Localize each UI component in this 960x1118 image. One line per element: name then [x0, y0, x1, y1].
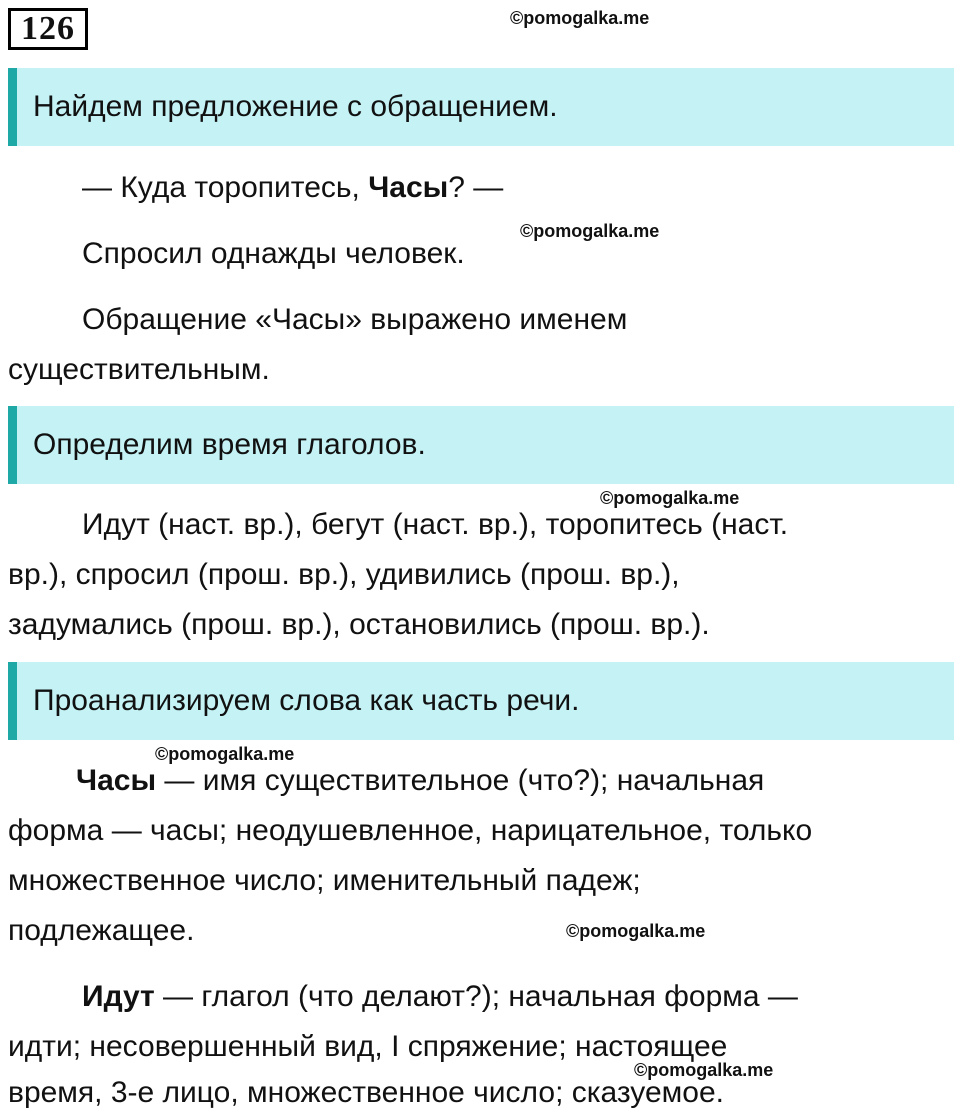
watermark: ©pomogalka.me — [520, 221, 660, 241]
text-line — [82, 979, 798, 1015]
watermark: ©pomogalka.me — [510, 8, 650, 28]
watermark: ©pomogalka.me — [634, 1060, 774, 1080]
section-heading-band — [8, 406, 954, 484]
poem-line — [82, 170, 503, 206]
address-word: Часы — [368, 171, 449, 204]
analyzed-word: Идут — [82, 980, 155, 1013]
text-line: множественное число; именительный падеж; — [8, 864, 641, 897]
watermark: ©pomogalka.me — [155, 744, 295, 764]
section-heading: Найдем предложение с обращением. — [33, 90, 558, 123]
section-heading: Определим время глаголов. — [33, 428, 426, 461]
text-line: вр.), спросил (прош. вр.), удивились (прош. вр.), — [8, 558, 680, 591]
text-line: задумались (прош. вр.), остановились (прош. вр.). — [8, 608, 710, 641]
text-line: форма — часы; неодушевленное, нарицательное, только — [8, 814, 813, 847]
text-span: — имя существительное (что?); начальная — [156, 764, 765, 797]
poem-text: ? — — [448, 171, 504, 204]
text-line: время, 3-е лицо, множественное число; сказуемое. — [8, 1076, 724, 1109]
section-heading-band — [8, 662, 954, 740]
text-line: Идут (наст. вр.), бегут (наст. вр.), торопитесь (наст. — [82, 508, 789, 541]
watermark: ©pomogalka.me — [566, 921, 706, 941]
watermark: ©pomogalka.me — [600, 488, 740, 508]
analyzed-word: Часы — [76, 764, 157, 797]
text-line — [76, 763, 764, 799]
exercise-number: 126 — [8, 8, 88, 50]
text-span: — глагол (что делают?); начальная форма — — [154, 980, 798, 1013]
text-line: подлежащее. — [8, 914, 195, 947]
section-heading-band — [8, 68, 954, 146]
section-heading: Проанализируем слова как часть речи. — [33, 684, 580, 717]
text-line: существительным. — [8, 353, 270, 386]
poem-line: Спросил однажды человек. — [82, 237, 465, 270]
text-line: Обращение «Часы» выражено именем — [82, 303, 628, 336]
poem-text: — Куда торопитесь, — [82, 171, 369, 204]
text-line: идти; несовершенный вид, I спряжение; настоящее — [8, 1030, 728, 1063]
